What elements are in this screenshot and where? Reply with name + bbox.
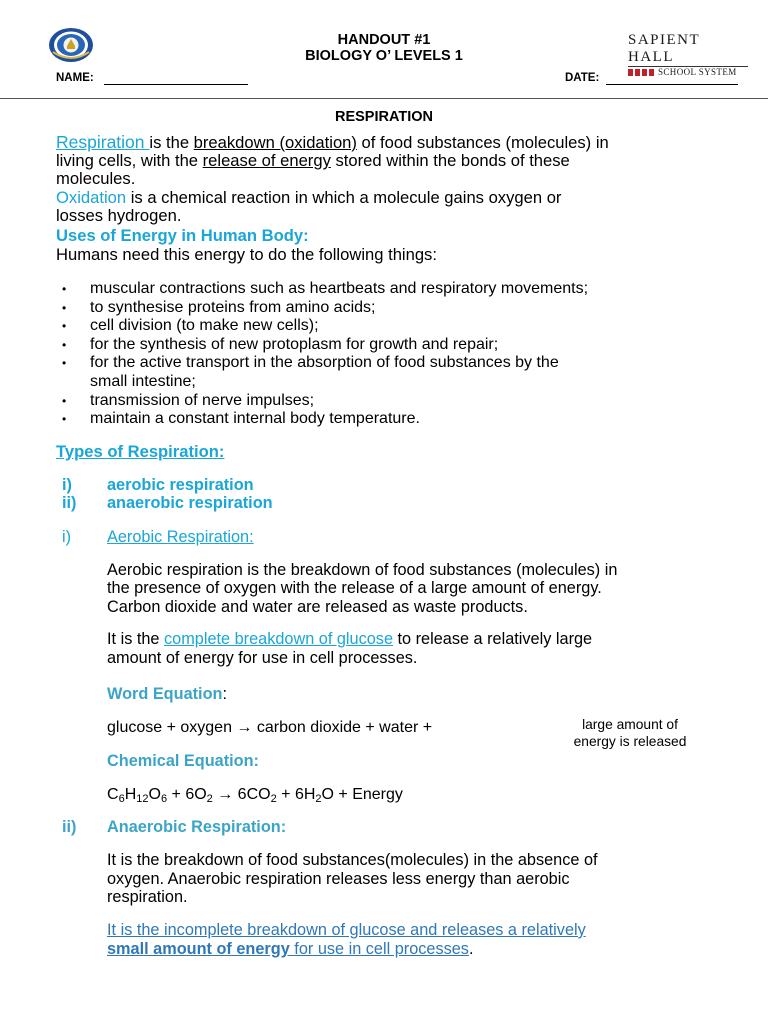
types-item-anaerobic: anaerobic respiration (107, 494, 273, 512)
date-label: DATE: (565, 72, 600, 84)
list-item: • to synthesise proteins from amino acids; (60, 299, 760, 318)
chemical-equation-label: Chemical Equation: (107, 752, 259, 770)
list-item: • for the synthesis of new protoplasm for growth and repair; (60, 336, 760, 355)
word-equation-label: Word Equation: (107, 685, 227, 703)
uses-lead: Humans need this energy to do the following things: (56, 245, 437, 264)
anaerobic-line-1: It is the breakdown of food substances(molecules) in the absence of (107, 851, 598, 869)
types-heading: Types of Respiration: (56, 442, 225, 461)
complete-breakdown-link[interactable]: complete breakdown of glucose (164, 630, 393, 648)
respiration-term: Respiration (56, 132, 150, 152)
oxidation-line-2: losses hydrogen. (56, 206, 182, 225)
aerobic-line-3: Carbon dioxide and water are released as waste products. (107, 598, 528, 616)
name-field[interactable] (104, 84, 248, 85)
name-label: NAME: (56, 72, 94, 84)
types-item-aerobic: aerobic respiration (107, 476, 254, 494)
types-item-num-1: i) (62, 476, 72, 494)
brand-tagline: SCHOOL SYSTEM (658, 67, 737, 77)
list-item: • maintain a constant internal body temperature. (60, 410, 760, 429)
page-title: RESPIRATION (334, 109, 434, 125)
anaerobic-incomplete-line-2: small amount of energy for use in cell processes. (107, 940, 474, 958)
aerobic-line-2: the presence of oxygen with the release of a large amount of energy. (107, 579, 602, 597)
aerobic-heading: Aerobic Respiration: (107, 528, 254, 546)
aerobic-complete-line-1: It is the complete breakdown of glucose to release a relatively large (107, 630, 593, 648)
energy-note: large amount of energy is released (573, 717, 687, 749)
list-item: • cell division (to make new cells); (60, 317, 760, 336)
small-energy-phrase[interactable]: small amount of energy (107, 940, 290, 958)
anaerobic-incomplete-line-1[interactable]: It is the incomplete breakdown of glucose and releases a relatively (107, 921, 586, 939)
types-item-num-2: ii) (62, 494, 77, 512)
anaerobic-num: ii) (62, 818, 77, 836)
list-item: • muscular contractions such as heartbeats and respiratory movements; (60, 280, 760, 299)
oxidation-line-1: Oxidation is a chemical reaction in which a molecule gains oxygen or (56, 188, 562, 207)
oxidation-term: Oxidation (56, 188, 127, 207)
aerobic-num: i) (62, 528, 72, 546)
date-field[interactable] (606, 84, 738, 85)
breakdown-phrase: breakdown (oxidation) (193, 133, 357, 152)
chemical-equation: $C_6H_{12}O_6 + 6O_2 \to 6CO_2 + 6H_2O$ + Energy (107, 786, 403, 805)
aerobic-complete-line-2: amount of energy for use in cell processes. (107, 649, 418, 667)
release-phrase: release of energy (202, 151, 331, 170)
list-item: • transmission of nerve impulses; (60, 392, 760, 411)
aerobic-line-1: Aerobic respiration is the breakdown of food substances (molecules) in (107, 561, 618, 579)
anaerobic-line-3: respiration. (107, 888, 188, 906)
header-divider (0, 98, 768, 99)
intro-line-2: living cells, with the release of energy stored within the bonds of these (56, 151, 570, 170)
course-title: BIOLOGY O’ LEVELS 1 (305, 48, 463, 64)
intro-line-3: molecules. (56, 169, 136, 188)
anaerobic-heading: Anaerobic Respiration: (107, 818, 287, 836)
brand-name: SAPIENT HALL (628, 32, 700, 65)
word-equation: glucose + oxygen → carbon dioxide + water + (107, 719, 433, 736)
list-item: • for the active transport in the absorption of food substances by the small intestine; (60, 354, 760, 391)
uses-list (60, 280, 760, 429)
brand-logo (628, 32, 748, 77)
intro-line-1: Respiration is the breakdown (oxidation) of food substances (molecules) in (56, 132, 609, 152)
anaerobic-line-2: oxygen. Anaerobic respiration releases less energy than aerobic (107, 870, 570, 888)
uses-heading: Uses of Energy in Human Body: (56, 226, 309, 245)
handout-number: HANDOUT #1 (337, 32, 431, 48)
